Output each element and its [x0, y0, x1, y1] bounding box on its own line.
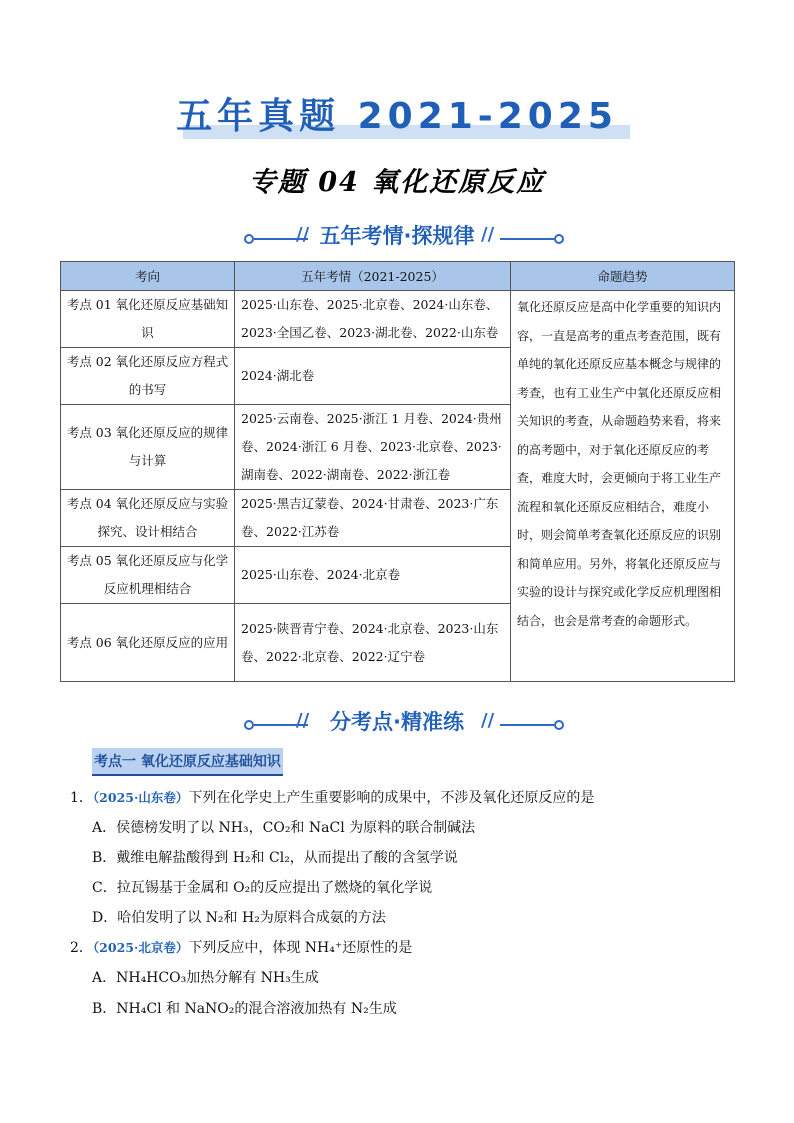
exam-point-tag: 考点一 氧化还原反应基础知识 — [92, 748, 283, 776]
deco-slash-icon: // — [296, 710, 310, 731]
deco-dot-icon — [554, 234, 564, 244]
deco-line — [500, 724, 554, 726]
question-stem: 下列反应中，体现 NH₄⁺还原性的是 — [188, 940, 413, 956]
deco-slash-icon: // — [296, 224, 310, 245]
question-stem: 下列在化学史上产生重要影响的成果中，不涉及氧化还原反应的是 — [188, 790, 595, 806]
exam-point-cell: 考点 06 氧化还原反应的应用 — [61, 604, 235, 682]
exam-point-cell: 考点 03 氧化还原反应的规律与计算 — [61, 405, 235, 490]
title-block — [0, 88, 794, 139]
option-a: A．NH₄HCO₃加热分解有 NH₃生成 — [92, 970, 319, 986]
trend-cell: 氧化还原反应是高中化学重要的知识内容，一直是高考的重点考查范围，既有单纯的氧化还原反应基本概念与规律的考查，也有工业生产中氧化还原反应相关知识的考查，从命题趋势来看，将来的高考题中，对于氧化还原反应的考查，难度大时，会更倾向于将工业生产流程和氧化还原反应相结合，难度小时，则会简单考查氧化还原反应的识别和简单应用。另外，将氧化还原反应与实验的设计与探究或化学反应机理图相结合，也会是常考查的命题形式。 — [511, 291, 735, 682]
column-header: 五年考情（2021-2025） — [235, 262, 511, 291]
exam-years-cell: 2025·山东卷、2024·北京卷 — [235, 547, 511, 604]
column-header: 考向 — [61, 262, 235, 291]
section-heading-trends — [0, 220, 794, 254]
question-1 — [70, 788, 594, 808]
exam-point-cell: 考点 02 氧化还原反应方程式的书写 — [61, 348, 235, 405]
option-c: C．拉瓦锡基于金属和 O₂的反应提出了燃烧的氧化学说 — [92, 880, 433, 896]
exam-years-cell: 2025·陕晋青宁卷、2024·北京卷、2023·山东卷、2022·北京卷、2022·辽宁卷 — [235, 604, 511, 682]
exam-years-cell: 2025·黑吉辽蒙卷、2024·甘肃卷、2023·广东卷、2022·江苏卷 — [235, 490, 511, 547]
exam-years-cell: 2025·山东卷、2025·北京卷、2024·山东卷、2023·全国乙卷、2023·湖北卷、2022·山东卷 — [235, 291, 511, 348]
exam-trend-table — [60, 261, 735, 682]
question-source: （2025·北京卷） — [92, 940, 189, 955]
deco-slash-icon: // — [481, 710, 495, 731]
main-title: 五年真题 2021-2025 — [176, 96, 618, 137]
option-b: B．NH₄Cl 和 NaNO₂的混合溶液加热有 N₂生成 — [92, 1001, 397, 1017]
table-row — [61, 291, 735, 348]
question-number: 1． — [70, 790, 93, 806]
section-title: 五年考情·探规律 — [319, 224, 475, 248]
subtitle: 专题 04 氧化还原反应 — [248, 167, 546, 198]
section-title: 分考点·精准练 — [330, 710, 464, 734]
deco-slash-icon: // — [481, 224, 495, 245]
column-header: 命题趋势 — [511, 262, 735, 291]
exam-point-cell: 考点 01 氧化还原反应基础知识 — [61, 291, 235, 348]
option-d: D．哈伯发明了以 N₂和 H₂为原料合成氨的方法 — [92, 910, 386, 926]
question-number: 2． — [70, 940, 93, 956]
exam-years-cell: 2025·云南卷、2025·浙江 1 月卷、2024·贵州卷、2024·浙江 6 月卷、2023·北京卷、2023·湖南卷、2022·湖南卷、2022·浙江卷 — [235, 405, 511, 490]
exam-years-cell: 2024·湖北卷 — [235, 348, 511, 405]
deco-dot-icon — [554, 720, 564, 730]
deco-line — [500, 238, 554, 240]
exam-point-cell: 考点 05 氧化还原反应与化学反应机理相结合 — [61, 547, 235, 604]
exam-point-cell: 考点 04 氧化还原反应与实验探究、设计相结合 — [61, 490, 235, 547]
option-a: A．侯德榜发明了以 NH₃，CO₂和 NaCl 为原料的联合制碱法 — [92, 820, 476, 836]
section-heading-practice — [0, 706, 794, 740]
table-header-row — [61, 262, 735, 291]
question-2 — [70, 938, 412, 958]
question-source: （2025·山东卷） — [92, 790, 189, 805]
option-b: B．戴维电解盐酸得到 H₂和 Cl₂，从而提出了酸的含氢学说 — [92, 850, 458, 866]
